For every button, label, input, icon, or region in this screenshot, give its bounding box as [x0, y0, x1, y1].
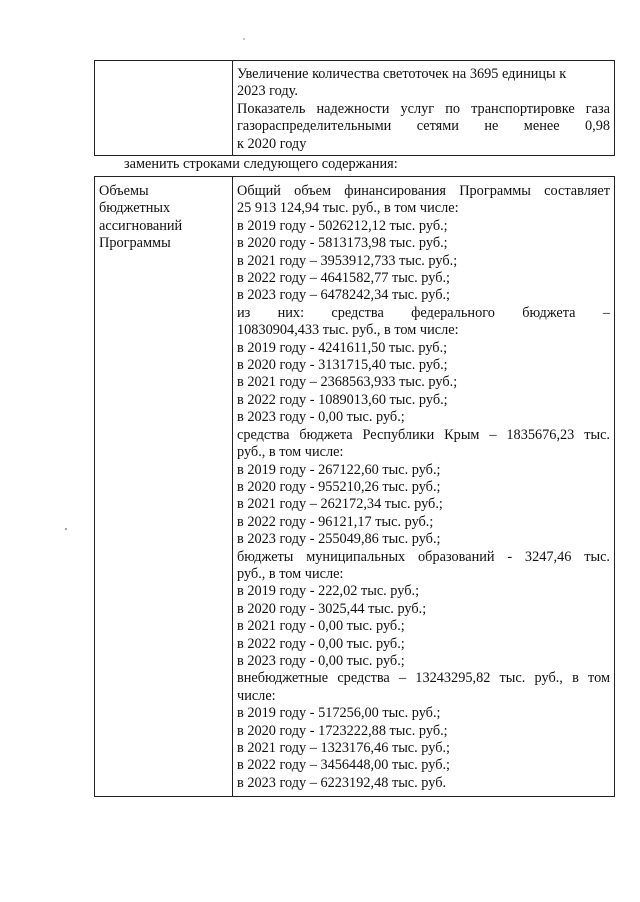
- text-line: в 2022 году - 0,00 тыс. руб.;: [237, 635, 405, 652]
- budget-table: [94, 176, 615, 797]
- label-line: ассигнований: [99, 217, 183, 234]
- text-line: газораспределительными сетями не менее 0,98: [237, 118, 610, 135]
- text-line: в 2022 году – 3456448,00 тыс. руб.;: [237, 757, 451, 774]
- table-row: [95, 61, 615, 156]
- text-line: к 2020 году: [237, 135, 307, 152]
- indicators-table: [94, 60, 615, 156]
- text-line: Показатель надежности услуг по транспортировке газа: [237, 100, 610, 117]
- indicators-cell: [233, 61, 615, 156]
- text-line: в 2022 году - 96121,17 тыс. руб.;: [237, 513, 434, 530]
- text-line: в 2021 году - 0,00 тыс. руб.;: [237, 618, 405, 635]
- budget-details-cell: [233, 177, 615, 797]
- text-line: в 2023 году – 6223192,48 тыс. руб.: [237, 774, 447, 791]
- label-line: Программы: [99, 235, 171, 252]
- text-line: в 2019 году - 222,02 тыс. руб.;: [237, 583, 420, 600]
- table-row: [95, 177, 615, 797]
- text-line: в 2020 году - 1723222,88 тыс. руб.;: [237, 722, 448, 739]
- text-line: в 2019 году - 5026212,12 тыс. руб.;: [237, 217, 448, 234]
- text-line: в 2022 году - 1089013,60 тыс. руб.;: [237, 391, 448, 408]
- text-line: в 2021 году – 2368563,933 тыс. руб.;: [237, 374, 458, 391]
- text-line: в 2019 году - 267122,60 тыс. руб.;: [237, 461, 441, 478]
- text-line: в 2020 году - 3025,44 тыс. руб.;: [237, 600, 427, 617]
- text-line: 10830904,433 тыс. руб., в том числе:: [237, 322, 459, 339]
- text-line: в 2021 году – 262172,34 тыс. руб.;: [237, 496, 443, 513]
- text-line: бюджеты муниципальных образований - 3247,46 тыс.: [237, 548, 610, 565]
- scan-speck: [243, 38, 245, 40]
- text-line: внебюджетные средства – 13243295,82 тыс. руб., в том: [237, 670, 610, 687]
- text-line: из них: средства федерального бюджета –: [237, 304, 610, 321]
- text-line: в 2020 году - 955210,26 тыс. руб.;: [237, 478, 441, 495]
- scan-speck: [65, 528, 67, 530]
- label-line: бюджетных: [99, 200, 171, 217]
- text-line: в 2019 году - 4241611,50 тыс. руб.;: [237, 339, 448, 356]
- text-line: 25 913 124,94 тыс. руб., в том числе:: [237, 200, 459, 217]
- text-line: 2023 году.: [237, 83, 298, 100]
- text-line: Увеличение количества светоточек на 3695 единицы к: [237, 66, 567, 82]
- text-line: в 2020 году - 3131715,40 тыс. руб.;: [237, 357, 448, 374]
- text-line: в 2021 году – 3953912,733 тыс. руб.;: [237, 252, 458, 269]
- text-line: руб., в том числе:: [237, 565, 344, 582]
- budget-label-cell: [95, 177, 233, 797]
- text-line: в 2019 году - 517256,00 тыс. руб.;: [237, 705, 441, 722]
- text-line: средства бюджета Республики Крым – 1835676,23 тыс.: [237, 426, 610, 443]
- empty-label-cell: [95, 61, 233, 156]
- text-line: в 2021 году – 1323176,46 тыс. руб.;: [237, 740, 451, 756]
- text-line: в 2023 году - 0,00 тыс. руб.;: [237, 652, 405, 669]
- text-line: в 2023 году - 0,00 тыс. руб.;: [237, 409, 405, 426]
- text-line: Общий объем финансирования Программы составляет: [237, 183, 610, 199]
- text-line: в 2020 году - 5813173,98 тыс. руб.;: [237, 235, 448, 252]
- replacement-instruction: заменить строками следующего содержания:: [124, 156, 398, 172]
- text-line: руб., в том числе:: [237, 444, 344, 461]
- text-line: в 2023 году – 6478242,34 тыс. руб.;: [237, 287, 451, 304]
- text-line: числе:: [237, 687, 276, 704]
- text-line: в 2023 году - 255049,86 тыс. руб.;: [237, 531, 441, 548]
- label-line: Объемы: [99, 183, 149, 199]
- text-line: в 2022 году – 4641582,77 тыс. руб.;: [237, 270, 451, 287]
